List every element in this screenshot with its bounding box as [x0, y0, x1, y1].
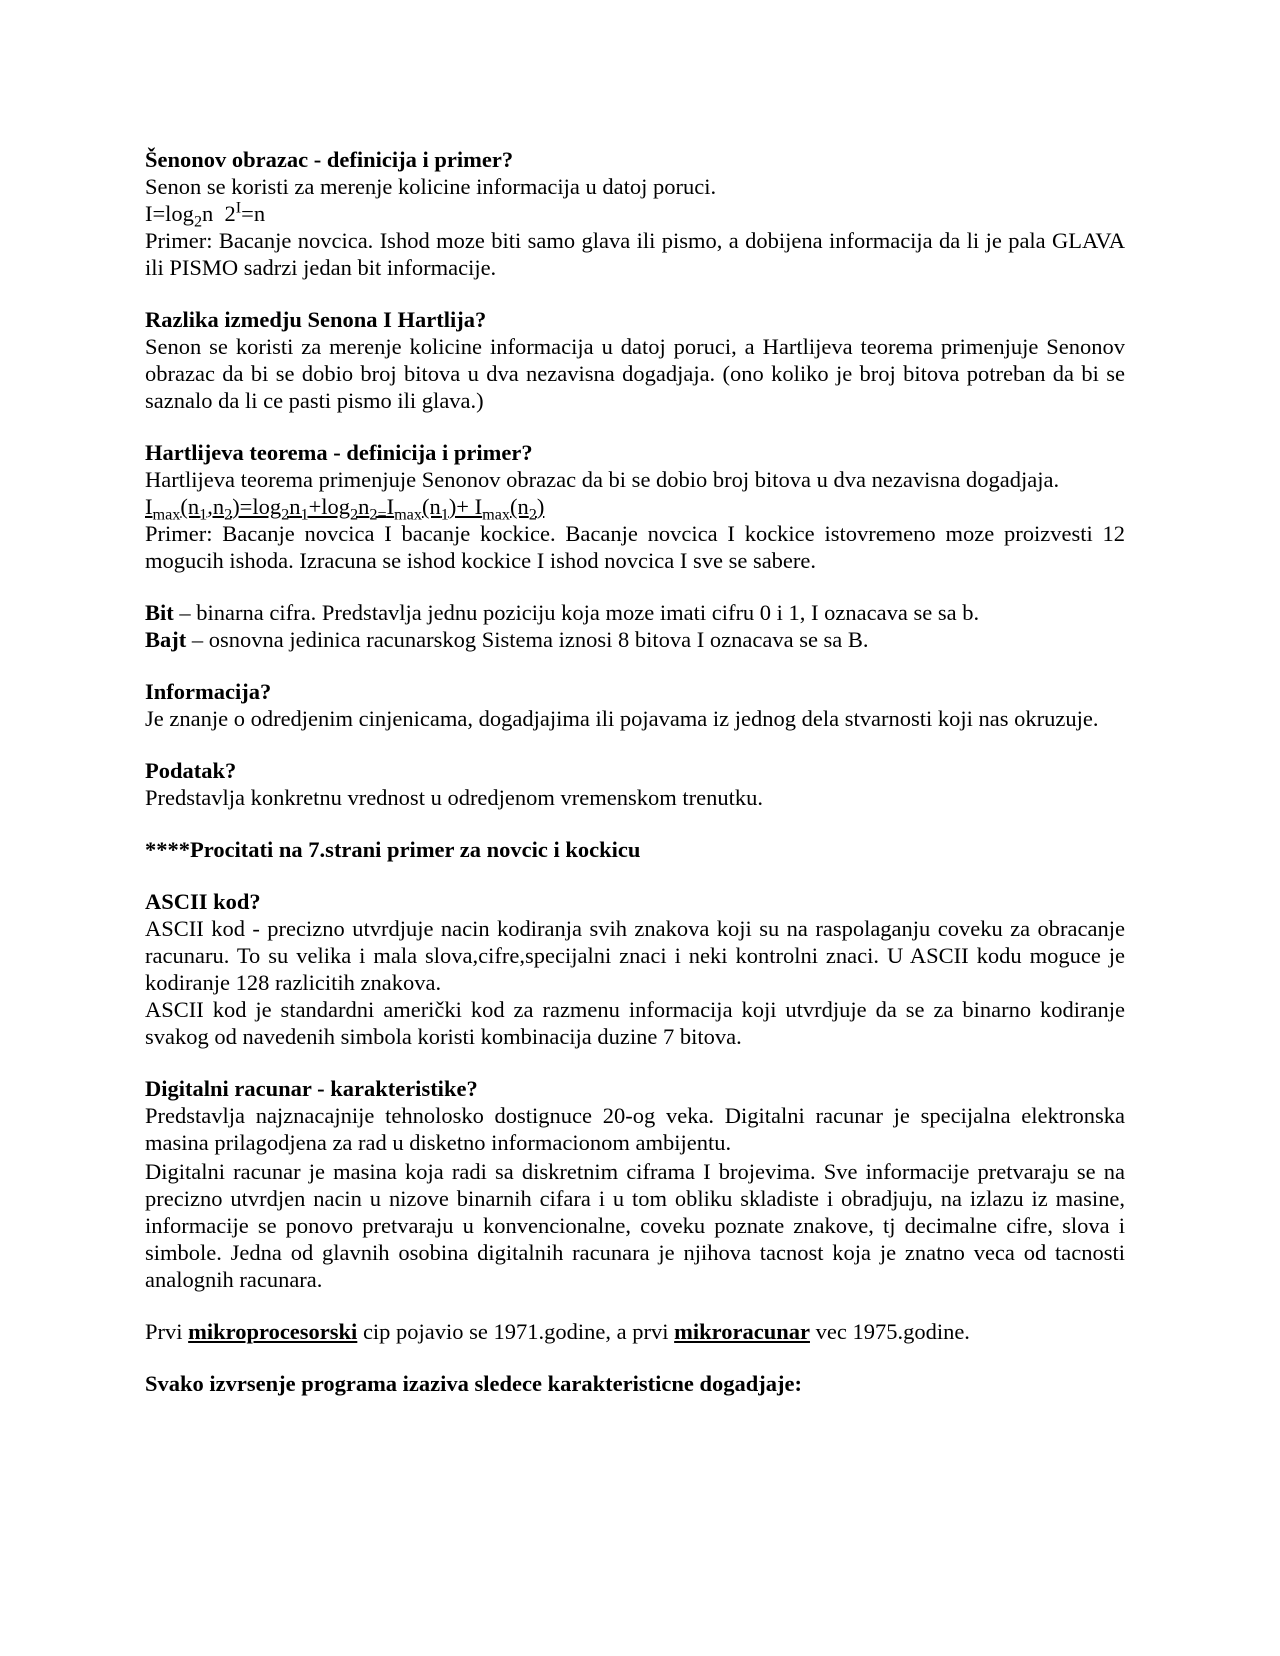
- senon-formula: [145, 198, 1125, 231]
- formula-sub: 2: [350, 505, 359, 524]
- formula-part: I: [386, 494, 395, 519]
- text-part: cip pojavio se 1971.godine, a prvi: [357, 1319, 675, 1344]
- senon-definition: Senon se koristi za merenje kolicine informacija u datoj poruci.: [145, 174, 717, 199]
- formula-sub: max: [152, 505, 181, 524]
- mikro-sentence: [145, 1318, 1125, 1345]
- formula-part: n: [202, 201, 214, 226]
- digitalni-paragraph-1: Predstavlja najznacajnije tehnolosko dostignuce 20-og veka. Digitalni racunar je specijalna elektronska masina prilagodjena za rad u disketno informacionom ambijentu.: [145, 1103, 1125, 1155]
- heading-senon: Šenonov obrazac - definicija i primer?: [145, 147, 514, 172]
- bit-term: Bit: [145, 600, 174, 625]
- heading-ascii: ASCII kod?: [145, 889, 261, 914]
- podatak-body: Predstavlja konkretnu vrednost u odredjenom vremenskom trenutku.: [145, 785, 763, 810]
- formula-part: =n: [241, 201, 266, 226]
- bajt-term: Bajt: [145, 627, 187, 652]
- term-mikroprocesorski: mikroprocesorski: [188, 1319, 358, 1344]
- formula-part: )+ I: [448, 494, 483, 519]
- ascii-paragraph-1: ASCII kod - precizno utvrdjuje nacin kodiranja svih znakova koji su na raspolaganju coveku za obracanje racunaru. To su velika i mala slova,cifre,specijalni znaci i neki kontrolni znaci. U ASCII kodu moguce je kodiranje 128 razlicitih znakova.: [145, 916, 1125, 995]
- formula-part: 2: [224, 201, 236, 226]
- heading-izvrsenje: Svako izvrsenje programa izaziva sledece karakteristicne dogadjaje:: [145, 1371, 802, 1396]
- formula-sub: max: [482, 505, 510, 524]
- formula-part: (n: [510, 494, 529, 519]
- formula-part: n: [358, 494, 370, 519]
- formula-sub: 1: [300, 505, 309, 524]
- digitalni-paragraph-2: Digitalni racunar je masina koja radi sa diskretnim ciframa I brojevima. Sve informacije pretvaraju se na precizno utvrdjen nacin u nizove binarnih cifara i u tom obliku skladiste i obradjuju, na izlazu iz masine, informacije se ponovo pretvaraju u konvencionalne, coveku poznate znakove, tj decimalne cifre, slova i simbole. Jedna od glavnih osobina digitalnih racunara je njihova tacnost koja je znatno veca od tacnosti analognih racunara.: [145, 1159, 1125, 1292]
- formula-sub: 1: [440, 505, 449, 524]
- heading-podatak: Podatak?: [145, 758, 237, 783]
- note-procitati: ****Procitati na 7.strani primer za novcic i kockicu: [145, 837, 641, 862]
- hartli-body: Hartlijeva teorema primenjuje Senonov obrazac da bi se dobio broj bitova u dva nezavisna dogadjaja.: [145, 467, 1060, 492]
- formula-part: I=log: [145, 201, 194, 226]
- formula-sub: max: [394, 505, 422, 524]
- bajt-definition: [145, 626, 1125, 653]
- text-part: vec 1975.godine.: [809, 1319, 970, 1344]
- heading-razlika: Razlika izmedju Senona I Hartlija?: [145, 307, 487, 332]
- formula-part: I: [145, 494, 153, 519]
- formula-sub: 2: [281, 505, 290, 524]
- formula-sub: 2: [224, 505, 233, 524]
- hartli-formula: [145, 493, 1125, 524]
- formula-part: ,n: [207, 494, 225, 519]
- formula-part: n: [289, 494, 301, 519]
- formula-sub: 1: [199, 505, 208, 524]
- heading-digitalni: Digitalni racunar - karakteristike?: [145, 1076, 478, 1101]
- formula-part: )=log: [232, 494, 282, 519]
- razlika-body: Senon se koristi za merenje kolicine informacija u datoj poruci, a Hartlijeva teorema primenjuje Senonov obrazac da bi se dobio broj bitova u dva nezavisna dogadjaja. (ono koliko je broj bitova potreban da bi se saznalo da li ce pasti pismo ili glava.): [145, 334, 1125, 413]
- bit-text: – binarna cifra. Predstavlja jednu poziciju koja moze imati cifru 0 i 1, I oznacava se sa b.: [173, 600, 980, 625]
- document-page: [145, 146, 1125, 1397]
- formula-part: +log: [308, 494, 351, 519]
- ascii-paragraph-2: ASCII kod je standardni američki kod za razmenu informacija koji utvrdjuje da se za binarno kodiranje svakog od navedenih simbola koristi kombinacija duzine 7 bitova.: [145, 997, 1125, 1049]
- formula-sub: 2: [528, 505, 537, 524]
- formula-part: (n: [180, 494, 200, 519]
- bajt-text: – osnovna jedinica racunarskog Sistema iznosi 8 bitova I oznacava se sa B.: [186, 627, 869, 652]
- formula-part: (n: [421, 494, 441, 519]
- formula-sup: I: [235, 198, 242, 217]
- heading-hartli: Hartlijeva teorema - definicija i primer?: [145, 440, 533, 465]
- heading-informacija: Informacija?: [145, 679, 272, 704]
- formula-underlined: [145, 494, 545, 524]
- bit-definition: [145, 599, 1125, 626]
- text-part: Prvi: [145, 1319, 189, 1344]
- senon-example: Primer: Bacanje novcica. Ishod moze biti samo glava ili pismo, a dobijena informacija da li je pala GLAVA ili PISMO sadrzi jedan bit informacije.: [145, 228, 1125, 280]
- formula-part: ): [536, 494, 545, 519]
- hartli-example: Primer: Bacanje novcica I bacanje kockice. Bacanje novcica I kockice istovremeno moze proizvesti 12 mogucih ishoda. Izracuna se ishod kockice I ishod novcica I sve se sabere.: [145, 521, 1125, 573]
- formula-sub: 2: [193, 212, 203, 231]
- formula-sub: 2=: [369, 505, 387, 524]
- informacija-body: Je znanje o odredjenim cinjenicama, dogadjajima ili pojavama iz jednog dela stvarnosti koji nas okruzuje.: [145, 706, 1099, 731]
- term-mikroracunar: mikroracunar: [674, 1319, 810, 1344]
